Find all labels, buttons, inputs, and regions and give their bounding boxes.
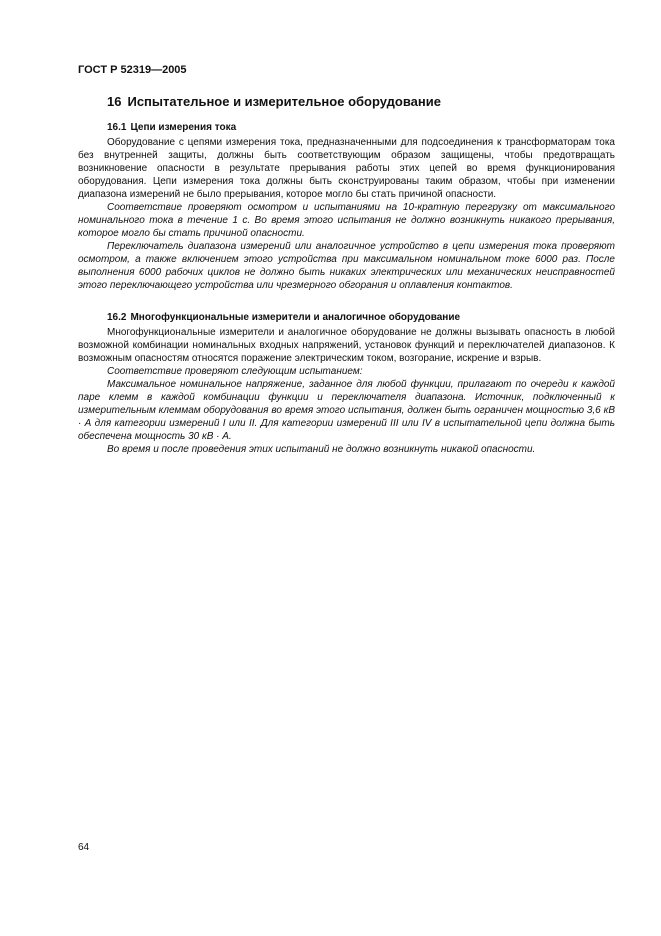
subsection-number: 16.1 [107,122,127,133]
paragraph-compliance: Соответствие проверяют осмотром и испытаниями на 10-кратную перегрузку от максимального номинального тока в течение 1 с. Во время этого испытания не должно возникнуть никакого прерывания, которое могло бы стать причиной опасности. [78,202,615,239]
paragraph-compliance: Переключатель диапазона измерений или аналогичное устройство в цепи измерения тока проверяют осмотром, а также включением этого устройства при максимальном номинальном токе 6000 раз. После выполнения 6000 рабочих циклов не должно быть никаких электрических или механических неисправностей этого переключающего устройства или чрезмерного обгорания и оплавления контактов. [78,241,615,291]
paragraph-compliance: Максимальное номинальное напряжение, заданное для любой функции, прилагают по очереди к каждой паре клемм в каждой комбинации функции и переключателя диапазона. Источник, подключенный к измерительным клеммам оборудования во время этого испытания, должен быть ограничен мощностью 3,6 кВ · А для категории измерений I или II. Для категории измерений III или IV в испытательной цепи должна быть обеспечена мощность 30 кВ · А. [78,379,615,442]
paragraph: Оборудование с цепями измерения тока, предназначенными для подсоединения к трансформаторам тока без внутренней защиты, должны быть соответствующим образом защищены, чтобы предотвращать возникновение опасности в результате прерывания работы этих цепей во время функционирования оборудования. Цепи измерения тока должны быть сконструированы таким образом, чтобы при изменении диапазона измерений не было прерывания, которое могло бы стать причиной опасности. [78,137,615,200]
page-number: 64 [78,842,90,853]
paragraph: Многофункциональные измерители и аналогичное оборудование не должны вызывать опасность в любой возможной комбинации номинальных входных напряжений, установок функций и переключателей диапазонов. К возможным опасностям относятся поражение электрическим током, возгорание, искрение и взрыв. [78,327,615,364]
section-title: Испытательное и измерительное оборудование [127,94,441,109]
subsection-16-2 [78,311,615,456]
subsection-16-1 [78,121,615,292]
paragraph-compliance: Соответствие проверяют следующим испытанием: [107,366,363,377]
section-heading [107,94,441,109]
subsection-title: Многофункциональные измерители и аналогичное оборудование [130,312,461,323]
subsection-number: 16.2 [107,312,127,323]
paragraph-compliance: Во время и после проведения этих испытаний не должно возникнуть никакой опасности. [107,444,536,455]
subsection-title: Цепи измерения тока [130,122,237,133]
subsection-heading [78,311,615,324]
subsection-heading [78,121,615,134]
standard-id: ГОСТ Р 52319—2005 [78,64,187,76]
section-number: 16 [107,94,122,109]
